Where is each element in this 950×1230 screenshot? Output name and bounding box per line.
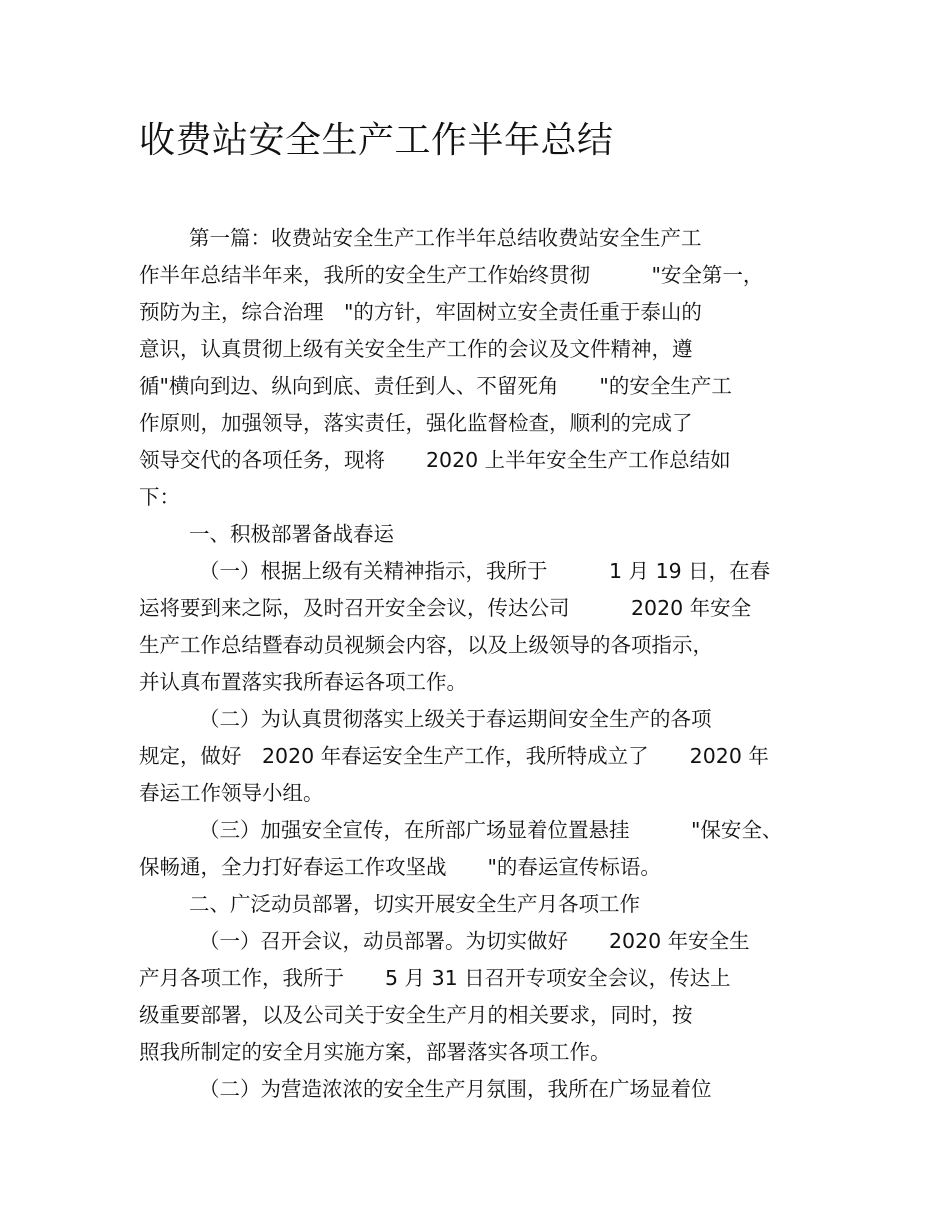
paragraph-line: 领导交代的各项任务，现将 2020 上半年安全生产工作总结如 (139, 448, 731, 472)
paragraph-line: 并认真布置落实我所春运各项工作。 (139, 670, 467, 694)
paragraph-line: 产月各项工作，我所于 5 月 31 日召开专项安全会议，传达上 (139, 966, 731, 990)
paragraph-line: （三）加强安全宣传，在所部广场显着位置悬挂 "保安全、 (199, 818, 783, 842)
paragraph-line: 作半年总结半年来，我所的安全生产工作始终贯彻 "安全第一， (139, 263, 764, 287)
paragraph-line: 意识，认真贯彻上级有关安全生产工作的会议及文件精神，遵 (139, 337, 693, 361)
paragraph-line: 第一篇：收费站安全生产工作半年总结收费站安全生产工 (189, 226, 702, 250)
paragraph-line: （一）根据上级有关精神指示，我所于 1 月 19 日，在春 (199, 559, 771, 583)
paragraph-line: 春运工作领导小组。 (139, 781, 324, 805)
paragraph-line: 生产工作总结暨春动员视频会内容，以及上级领导的各项指示， (139, 633, 713, 657)
section-heading: 二、广泛动员部署，切实开展安全生产月各项工作 (189, 892, 640, 916)
paragraph-line: （一）召开会议，动员部署。为切实做好 2020 年安全生 (199, 929, 750, 953)
paragraph-line: 规定，做好 2020 年春运安全生产工作，我所特成立了 2020 年 (139, 744, 769, 768)
paragraph-line: 运将要到来之际，及时召开安全会议，传达公司 2020 年安全 (139, 596, 752, 620)
paragraph-line: 照我所制定的安全月实施方案，部署落实各项工作。 (139, 1040, 611, 1064)
paragraph-line: 下： (139, 485, 180, 509)
paragraph-line: 作原则，加强领导，落实责任，强化监督检查，顺利的完成了 (139, 411, 693, 435)
paragraph-line: 预防为主，综合治理 "的方针，牢固树立安全责任重于泰山的 (139, 300, 702, 324)
paragraph-line: （二）为营造浓浓的安全生产月氛围，我所在广场显着位 (199, 1077, 712, 1101)
paragraph-line: 保畅通，全力打好春运工作攻坚战 "的春运宣传标语。 (139, 855, 661, 879)
section-heading: 一、积极部署备战春运 (189, 522, 394, 546)
paragraph-line: 循"横向到边、纵向到底、责任到人、不留死角 "的安全生产工 (139, 374, 732, 398)
paragraph-line: 级重要部署，以及公司关于安全生产月的相关要求，同时，按 (139, 1003, 693, 1027)
paragraph-line: （二）为认真贯彻落实上级关于春运期间安全生产的各项 (199, 707, 712, 731)
document-body (139, 220, 839, 1108)
document-title: 收费站安全生产工作半年总结 (139, 120, 614, 161)
